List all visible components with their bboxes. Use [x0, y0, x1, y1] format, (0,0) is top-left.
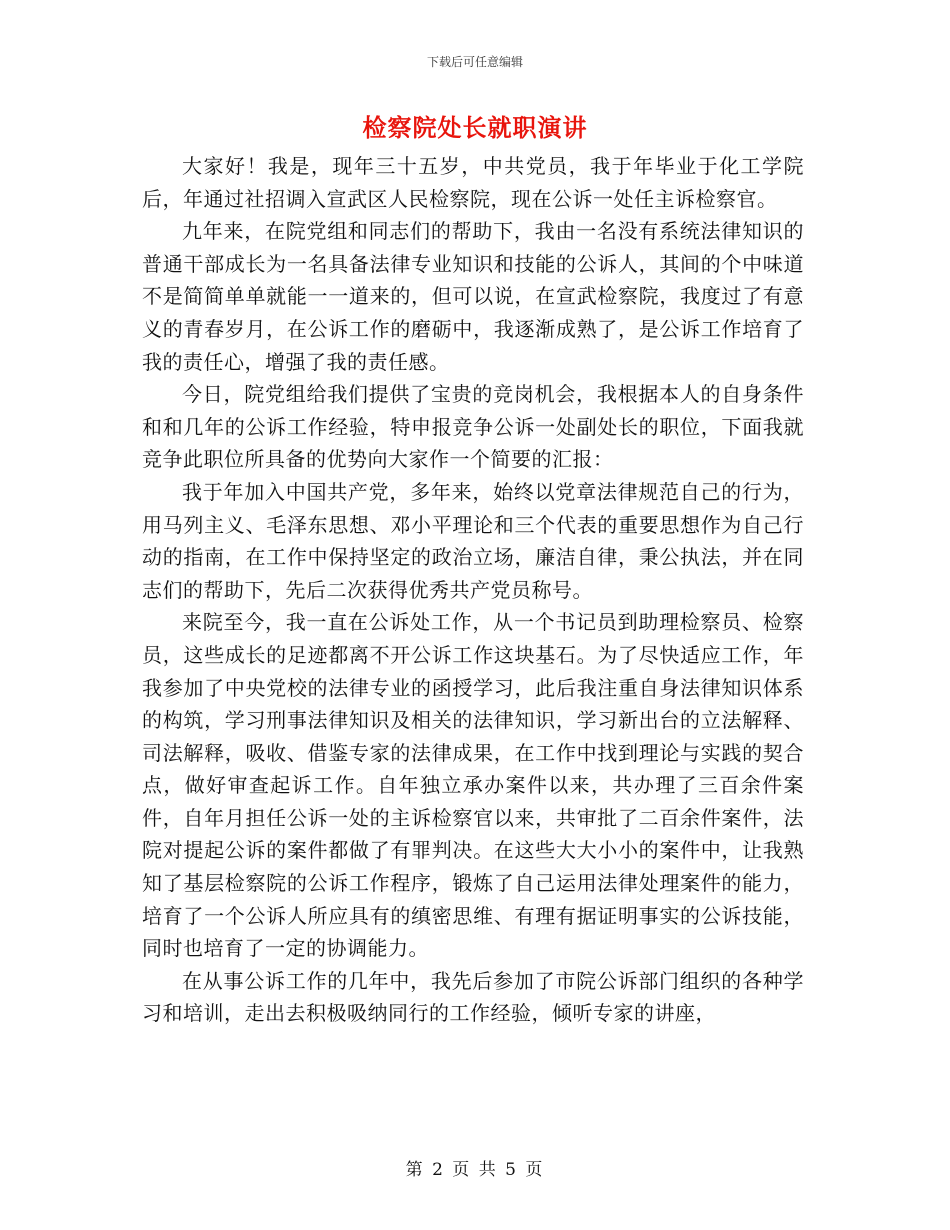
page-header: 下载后可任意编辑 — [426, 55, 523, 69]
paragraph-2: 九年来，在院党组和同志们的帮助下，我由一名没有系统法律知识的普通干部成长为一名具备法律专业知识和技能的公诉人，其间的个中味道不是简简单单就能一一道来的，但可以说，在宣武检察院，我度过了有意义的青春岁月，在公诉工作的磨砺中，我逐渐成熟了，是公诉工作培育了我的责任心，增强了我的责任感。 — [142, 219, 804, 374]
paragraph-5: 来院至今，我一直在公诉处工作，从一个书记员到助理检察员、检察员，这些成长的足迹都离不开公诉工作这块基石。为了尽快适应工作，年我参加了中央党校的法律专业的函授学习，此后我注重自身法律知识体系的构筑，学习刑事法律知识及相关的法律知识，学习新出台的立法解释、司法解释，吸收、借鉴专家的法律成果，在工作中找到理论与实践的契合点，做好审查起诉工作。自年独立承办案件以来，共办理了三百余件案件，自年月担任公诉一处的主诉检察官以来，共审批了二百余件案件，法院对提起公诉的案件都做了有罪判决。在这些大大小小的案件中，让我熟知了基层检察院的公诉工作程序，锻炼了自己运用法律处理案件的能力，培育了一个公诉人所应具有的缜密思维、有理有据证明事实的公诉技能，同时也培育了一定的协调能力。 — [142, 610, 804, 961]
paragraph-3: 今日，院党组给我们提供了宝贵的竞岗机会，我根据本人的自身条件和和几年的公诉工作经验，特申报竞争公诉一处副处长的职位，下面我就竞争此职位所具备的优势向大家作一个简要的汇报： — [142, 382, 804, 472]
document-body — [142, 150, 804, 1030]
document-title: 检察院处长就职演讲 — [362, 113, 588, 142]
paragraph-4: 我于年加入中国共产党，多年来，始终以党章法律规范自己的行为，用马列主义、毛泽东思想、邓小平理论和三个代表的重要思想作为自己行动的指南，在工作中保持坚定的政治立场，廉洁自律，秉公执法，并在同志们的帮助下，先后二次获得优秀共产党员称号。 — [142, 479, 804, 602]
paragraph-1: 大家好！我是，现年三十五岁，中共党员，我于年毕业于化工学院后，年通过社招调入宣武区人民检察院，现在公诉一处任主诉检察官。 — [142, 154, 804, 211]
paragraph-6: 在从事公诉工作的几年中，我先后参加了市院公诉部门组织的各种学习和培训，走出去积极吸纳同行的工作经验，倾听专家的讲座， — [142, 968, 804, 1026]
page-footer: 第 2 页 共 5 页 — [405, 1160, 545, 1180]
